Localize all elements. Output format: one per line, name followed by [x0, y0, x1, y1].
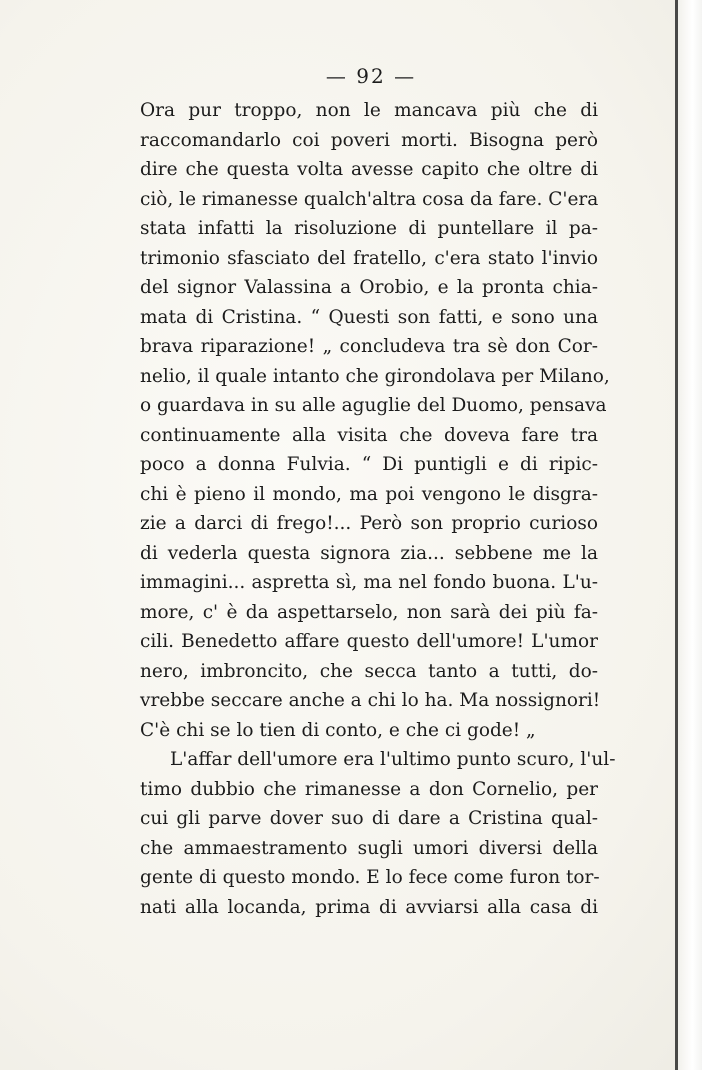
- text-line: brava riparazione! „ concludeva tra sè don Cor-: [140, 336, 598, 357]
- text-line: chi è pieno il mondo, ma poi vengono le disgra-: [140, 483, 598, 505]
- text-line: vrebbe seccare anche a chi lo ha. Ma nossignori!: [140, 690, 601, 711]
- page-number: — 92 —: [325, 64, 417, 88]
- text-line: che ammaestramento sugli umori diversi della: [140, 837, 598, 859]
- paragraph-start-line: L'affar dell'umore era l'ultimo punto scuro, l'ul-: [170, 749, 616, 770]
- text-line: more, c' è da aspettarselo, non sarà dei più fa-: [140, 601, 598, 623]
- page-binding-edge: [675, 0, 678, 1070]
- text-line: zie a darci di frego!... Però son proprio curioso: [140, 513, 598, 534]
- text-line: gente di questo mondo. E lo fece come furon tor-: [140, 867, 600, 888]
- text-line: trimonio sfasciato del fratello, c'era stato l'invio: [140, 247, 598, 269]
- text-line: continuamente alla visita che doveva fare tra: [140, 424, 598, 446]
- text-line: del signor Valassina a Orobio, e la pronta chia-: [140, 277, 598, 298]
- text-line: ciò, le rimanesse qualch'altra cosa da fare. C'era: [140, 188, 599, 210]
- text-line: mata di Cristina. “ Questi son fatti, e sono una: [140, 306, 598, 328]
- text-line: Ora pur troppo, non le mancava più che di: [140, 100, 598, 121]
- text-line: nero, imbroncito, che secca tanto a tutti, do-: [140, 660, 598, 682]
- text-line: nati alla locanda, prima di avviarsi alla casa di: [140, 896, 598, 918]
- text-line: immagini... aspretta sì, ma nel fondo buona. L'u-: [140, 572, 598, 593]
- page-margin-edge: [678, 0, 702, 1070]
- body-text: [140, 96, 616, 922]
- text-line: poco a donna Fulvia. “ Di puntigli e di ripic-: [140, 454, 598, 475]
- text-line: di vederla questa signora zia... sebbene me la: [140, 542, 598, 564]
- text-line: timo dubbio che rimanesse a don Cornelio, per: [140, 778, 598, 800]
- text-line: o guardava in su alle aguglie del Duomo, pensava: [140, 395, 607, 416]
- text-line: raccomandarlo coi poveri morti. Bisogna però: [140, 129, 598, 151]
- text-line: C'è chi se lo tien di conto, e che ci gode! „: [140, 719, 536, 741]
- text-line: cili. Benedetto affare questo dell'umore! L'umor: [140, 631, 598, 652]
- text-line: nelio, il quale intanto che girondolava per Milano,: [140, 365, 610, 387]
- text-line: dire che questa volta avesse capito che oltre di: [140, 159, 598, 180]
- text-line: stata infatti la risoluzione di puntellare il pa-: [140, 218, 598, 239]
- text-line: cui gli parve dover suo di dare a Cristina qual-: [140, 808, 598, 829]
